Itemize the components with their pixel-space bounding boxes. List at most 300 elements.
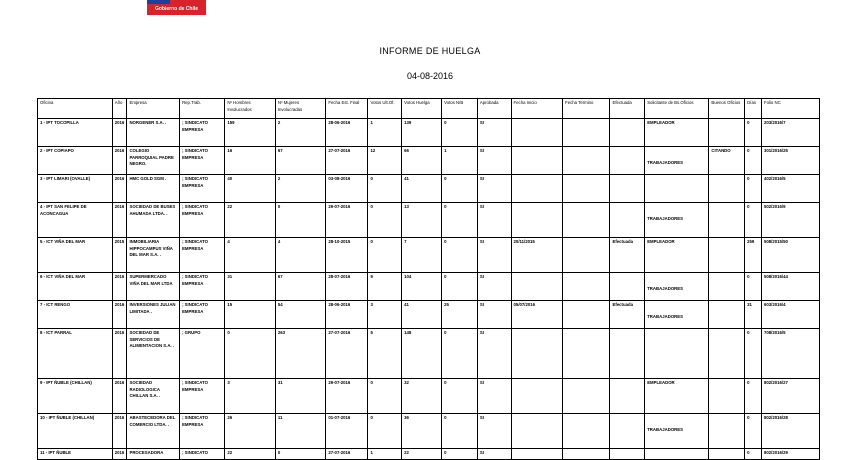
cell-text: 2016 <box>114 380 125 385</box>
cell-text: ; SINDICATO EMPRESA <box>182 204 208 216</box>
table-row <box>38 175 820 203</box>
table-cell <box>368 203 402 238</box>
table-cell <box>38 329 113 379</box>
cell-text: COLEGIO PARROQUIAL PADRE NEGRO. <box>129 148 174 166</box>
cell-text: 1 <box>444 148 447 153</box>
table-cell <box>442 379 478 414</box>
cell-text: ; SINDICATO EMPRESA <box>182 176 208 188</box>
table-cell <box>511 175 563 203</box>
table-cell <box>127 273 180 301</box>
cell-text: 0 <box>370 239 373 244</box>
table-cell <box>402 238 442 273</box>
cell-text: ; SINDICATO EMPRESA <box>182 380 208 392</box>
table-row <box>38 238 820 273</box>
cell-text: 15 <box>227 302 233 307</box>
column-header: Efectuada <box>610 99 645 119</box>
table-cell <box>180 203 225 238</box>
table-cell <box>402 175 442 203</box>
table-cell <box>511 414 563 449</box>
table-cell <box>225 449 276 460</box>
table-cell <box>610 119 645 147</box>
table-cell <box>442 147 478 175</box>
table-cell <box>368 238 402 273</box>
table-cell <box>326 414 368 449</box>
table-cell <box>225 379 276 414</box>
table-cell <box>563 119 610 147</box>
cell-text: 0 <box>444 204 447 209</box>
cell-text: 301/2016/25 <box>763 148 788 153</box>
cell-text: 27-07-2016 <box>328 148 351 153</box>
table-cell <box>112 147 127 175</box>
cell-text: 2016 <box>114 302 125 307</box>
column-header: Folio NC <box>761 99 819 119</box>
cell-text: 0 <box>444 120 447 125</box>
cell-text: SI <box>479 148 484 153</box>
cell-text: 0 <box>444 274 447 279</box>
cell-text: 2016 <box>114 176 125 181</box>
table-cell <box>38 301 113 329</box>
cell-text: 66 <box>404 148 409 153</box>
table-cell <box>402 414 442 449</box>
cell-text: 36 <box>404 415 409 420</box>
cell-text: 41 <box>404 302 409 307</box>
table-cell <box>645 203 709 238</box>
cell-text: 0 <box>370 380 373 385</box>
cell-text: 2015 <box>114 239 125 244</box>
cell-text: 1 <box>370 450 373 455</box>
table-cell <box>402 147 442 175</box>
table-body <box>38 119 820 460</box>
cell-text: 16 <box>227 148 233 153</box>
table-cell <box>477 119 511 147</box>
cell-text: 22 <box>227 450 233 455</box>
table-cell <box>180 329 225 379</box>
cell-text: CITANDO <box>711 148 731 153</box>
table-cell <box>610 273 645 301</box>
cell-text: 9 - IPT ÑUBLE (CHILLAN) <box>40 380 92 385</box>
cell-text: 26 <box>227 415 233 420</box>
table-cell <box>225 301 276 329</box>
cell-text: 2016 <box>114 148 125 153</box>
table-cell <box>112 414 127 449</box>
cell-text: SOCIEDAD DE SERVICIOS DE ALIMENTACION S.A. . <box>129 330 175 348</box>
table-cell <box>745 147 762 175</box>
column-header: Votos Huelga <box>402 99 442 119</box>
table-cell <box>368 449 402 460</box>
table-cell <box>368 379 402 414</box>
cell-text: EMPLEADOR <box>647 380 675 385</box>
table-cell <box>477 203 511 238</box>
table-cell <box>442 329 478 379</box>
table-cell <box>402 329 442 379</box>
table-cell <box>442 175 478 203</box>
table-cell <box>38 175 113 203</box>
table-cell <box>442 273 478 301</box>
cell-text: TRABAJADORES <box>647 286 683 291</box>
column-header: Rep.Trab. <box>180 99 225 119</box>
table-cell <box>225 238 276 273</box>
table-cell <box>275 238 326 273</box>
cell-text: 0 <box>444 380 447 385</box>
table-cell <box>761 238 819 273</box>
table-cell <box>112 119 127 147</box>
cell-text: NORGENER S.A. . <box>129 120 167 125</box>
table-header-row <box>38 99 820 119</box>
cell-text: 2016 <box>114 330 125 335</box>
cell-text: ; SINDICATO <box>182 450 208 455</box>
table-cell <box>275 273 326 301</box>
cell-text: 12 <box>370 148 376 153</box>
table-cell <box>275 414 326 449</box>
cell-text: SI <box>479 176 484 181</box>
cell-text: 0 <box>747 120 750 125</box>
cell-text: Efectuada <box>612 302 634 307</box>
column-header: Año <box>112 99 127 119</box>
table-cell <box>275 119 326 147</box>
table-cell <box>112 329 127 379</box>
table-cell <box>275 147 326 175</box>
table-cell <box>610 329 645 379</box>
cell-text: ; SINDICATO EMPRESA <box>182 415 208 427</box>
table-cell <box>610 449 645 460</box>
table-cell <box>563 238 610 273</box>
table-cell <box>112 301 127 329</box>
table-cell <box>761 119 819 147</box>
table-cell <box>563 175 610 203</box>
report-date: 04-08-2016 <box>406 71 454 81</box>
cell-text: 4 <box>277 239 281 244</box>
table-cell <box>368 329 402 379</box>
cell-text: 2 - IPT COPIAPO <box>40 148 74 153</box>
cell-text: 263 <box>277 330 285 335</box>
table-cell <box>180 379 225 414</box>
table-cell <box>442 449 478 460</box>
table-cell <box>180 301 225 329</box>
column-header: Fecha Inicio <box>511 99 563 119</box>
table-cell <box>368 175 402 203</box>
cell-text: 159 <box>227 120 235 125</box>
table-row <box>38 273 820 301</box>
table-cell <box>225 273 276 301</box>
cell-text: 1 <box>370 120 373 125</box>
table-cell <box>610 379 645 414</box>
cell-text: SI <box>479 415 484 420</box>
cell-text: 508/2015/50 <box>763 239 788 244</box>
cell-text: 0 <box>444 239 447 244</box>
table-cell <box>402 449 442 460</box>
cell-text: ; SINDICATO EMPRESA <box>182 148 208 160</box>
cell-text: ; GRUPO <box>182 330 201 335</box>
table-cell <box>761 273 819 301</box>
cell-text: 31 <box>227 274 233 279</box>
table-cell <box>225 414 276 449</box>
table-cell <box>745 301 762 329</box>
cell-text: 1 - IPT TOCOPILLA <box>40 120 79 125</box>
table-cell <box>38 238 113 273</box>
table-cell <box>477 379 511 414</box>
cell-text: 4 <box>227 239 230 244</box>
table-cell <box>127 449 180 460</box>
cell-text: 20/11/2015 <box>513 239 535 244</box>
table-cell <box>563 414 610 449</box>
table-cell <box>709 273 745 301</box>
table-cell <box>368 414 402 449</box>
table-cell <box>563 301 610 329</box>
table-cell <box>402 379 442 414</box>
table-cell <box>127 329 180 379</box>
column-header: Empresa <box>127 99 180 119</box>
cell-text: 9 <box>370 274 373 279</box>
table-cell <box>368 301 402 329</box>
table-cell <box>563 449 610 460</box>
cell-text: 0 <box>747 380 750 385</box>
table-cell <box>127 379 180 414</box>
table-cell <box>326 203 368 238</box>
table-cell <box>442 238 478 273</box>
table-cell <box>127 301 180 329</box>
cell-text: TRABAJADORES <box>647 216 683 221</box>
cell-text: Efectuada <box>612 239 634 244</box>
cell-text: 29-07-2016 <box>328 204 351 209</box>
table-cell <box>761 203 819 238</box>
cell-text: SI <box>479 204 484 209</box>
cell-text: 27-07-2016 <box>328 450 351 455</box>
table-cell <box>745 175 762 203</box>
table-cell <box>745 119 762 147</box>
cell-text: 8 - ICT PARRAL <box>40 330 72 335</box>
cell-text: SOCIEDAD DE BUSES AHUMADA LTDA. . <box>129 204 176 216</box>
cell-text: 603/2016/4 <box>763 302 786 307</box>
cell-text: 508/2016/44 <box>763 274 788 279</box>
table-cell <box>745 329 762 379</box>
column-header: Buenos Oficios <box>709 99 745 119</box>
table-cell <box>326 379 368 414</box>
cell-text: 0 <box>747 204 750 209</box>
table-cell <box>761 175 819 203</box>
gobierno-logo <box>147 0 206 15</box>
table-cell <box>112 175 127 203</box>
table-cell <box>610 147 645 175</box>
table-cell <box>275 301 326 329</box>
cell-text: 5 - ICT VIÑA DEL MAR <box>40 239 86 244</box>
cell-text: 22 <box>227 204 233 209</box>
table-cell <box>645 449 709 460</box>
table-cell <box>511 147 563 175</box>
table-cell <box>477 147 511 175</box>
table-cell <box>127 175 180 203</box>
table-cell <box>275 449 326 460</box>
table-cell <box>511 329 563 379</box>
table-cell <box>225 203 276 238</box>
table-cell <box>477 449 511 460</box>
cell-text: 3 <box>370 302 373 307</box>
table-cell <box>38 449 113 460</box>
table-cell <box>275 203 326 238</box>
table-cell <box>127 414 180 449</box>
table-cell <box>761 449 819 460</box>
cell-text: 203/2016/7 <box>763 120 786 125</box>
table-cell <box>761 379 819 414</box>
cell-text: ; SINDICATO EMPRESA <box>182 120 208 132</box>
table-cell <box>442 301 478 329</box>
table-cell <box>368 273 402 301</box>
table-cell <box>112 238 127 273</box>
table-cell <box>563 329 610 379</box>
table-cell <box>761 301 819 329</box>
cell-text: SOCIEDAD RADIOLOGICA CHILLAN S.A. . <box>129 380 161 398</box>
table-cell <box>112 203 127 238</box>
cell-text: 502/2016/9 <box>763 204 786 209</box>
cell-text: 0 <box>370 176 373 181</box>
table-row <box>38 329 820 379</box>
table-cell <box>326 329 368 379</box>
cell-text: 0 <box>747 274 750 279</box>
table-cell <box>709 119 745 147</box>
cell-text: INMOBILIARIA HIPPOCAMPUS VIÑA DEL MAR S.A. . <box>129 239 173 257</box>
table-cell <box>761 414 819 449</box>
table-cell <box>180 414 225 449</box>
cell-text: EMPLEADOR <box>647 120 675 125</box>
table-cell <box>368 119 402 147</box>
cell-text: 0 <box>444 330 447 335</box>
cell-text: 0 <box>747 148 750 153</box>
cell-text: 0 <box>747 330 750 335</box>
table-cell <box>511 273 563 301</box>
table-cell <box>127 238 180 273</box>
column-header: Oficina <box>38 99 113 119</box>
report-title: INFORME DE HUELGA <box>379 46 481 56</box>
table-cell <box>38 203 113 238</box>
cell-text: 54 <box>277 302 283 307</box>
table-cell <box>477 301 511 329</box>
table-cell <box>112 273 127 301</box>
cell-text: INVERSIONES JULIAN LIMITADA . <box>129 302 176 314</box>
table-cell <box>563 273 610 301</box>
table-cell <box>326 301 368 329</box>
table-cell <box>645 175 709 203</box>
table-cell <box>402 119 442 147</box>
table-cell <box>477 175 511 203</box>
column-header: Nº Mujeres Involucradas <box>275 99 326 119</box>
cell-text: HMC GOLD SGM . <box>129 176 167 181</box>
cell-text: 0 <box>747 176 750 181</box>
table-cell <box>180 147 225 175</box>
table-cell <box>38 119 113 147</box>
cell-text: 0 <box>370 415 373 420</box>
table-cell <box>127 203 180 238</box>
table-cell <box>610 238 645 273</box>
cell-text: 2 <box>277 120 281 125</box>
cell-text: 05/07/2016 <box>513 302 536 307</box>
cell-text: SUPERMERCADO VIÑA DEL MAR LTDA <box>129 274 173 286</box>
cell-text: 802/2016/29 <box>763 450 788 455</box>
cell-text: SI <box>479 120 484 125</box>
table-cell <box>112 379 127 414</box>
cell-text: 28-06-2016 <box>328 120 351 125</box>
cell-text: PROCESADORA <box>129 450 164 455</box>
table-cell <box>326 119 368 147</box>
cell-text: 31 <box>747 302 752 307</box>
table-row <box>38 414 820 449</box>
cell-text: 10 - IPT ÑUBLE (CHILLAN) <box>40 415 95 420</box>
table-cell <box>180 449 225 460</box>
table-cell <box>610 175 645 203</box>
table-cell <box>477 273 511 301</box>
table-cell <box>709 379 745 414</box>
cell-text: 802/2016/28 <box>763 415 788 420</box>
cell-text: 41 <box>404 176 409 181</box>
cell-text: 2016 <box>114 415 125 420</box>
cell-text: 7 - ICT RENGO <box>40 302 71 307</box>
table-cell <box>442 414 478 449</box>
table-row <box>38 379 820 414</box>
table-cell <box>709 175 745 203</box>
table-cell <box>112 449 127 460</box>
cell-text: ; SINDICATO EMPRESA <box>182 274 208 286</box>
table-cell <box>511 301 563 329</box>
table-cell <box>645 329 709 379</box>
cell-text: TRABAJADORES <box>647 427 683 432</box>
table-cell <box>477 238 511 273</box>
cell-text: ; SINDICATO EMPRESA <box>182 239 208 251</box>
table-cell <box>645 414 709 449</box>
strike-report-table <box>37 98 820 460</box>
cell-text: 67 <box>277 148 283 153</box>
table-cell <box>127 147 180 175</box>
table-cell <box>477 414 511 449</box>
cell-text: 402/2016/5 <box>763 176 786 181</box>
cell-text: 5 <box>370 330 373 335</box>
cell-text: 13 <box>404 204 409 209</box>
cell-text: 67 <box>277 274 283 279</box>
table-cell <box>180 273 225 301</box>
table-cell <box>38 414 113 449</box>
table-cell <box>402 301 442 329</box>
table-row <box>38 449 820 460</box>
column-header: Votos Ult.Of. <box>368 99 402 119</box>
cell-text: 31 <box>277 380 283 385</box>
cell-text: 2016 <box>114 120 125 125</box>
table-cell <box>761 147 819 175</box>
column-header: Fecha Termino <box>563 99 610 119</box>
table-cell <box>709 147 745 175</box>
column-header: Nº Hombres Involucrados <box>225 99 276 119</box>
table-row <box>38 203 820 238</box>
cell-text: 104 <box>404 274 412 279</box>
table-cell <box>745 449 762 460</box>
table-cell <box>645 119 709 147</box>
cell-text: SI <box>479 330 484 335</box>
table-cell <box>402 203 442 238</box>
table-cell <box>511 119 563 147</box>
cell-text: 0 <box>277 204 281 209</box>
column-header: Días <box>745 99 762 119</box>
table-row <box>38 301 820 329</box>
table-cell <box>477 329 511 379</box>
table-cell <box>326 175 368 203</box>
column-header: Fecha Est. Final <box>326 99 368 119</box>
table-cell <box>275 379 326 414</box>
table-cell <box>180 238 225 273</box>
logo-text: Gobierno de Chile <box>147 4 206 15</box>
column-header: Solicitante de Bs.Oficios <box>645 99 709 119</box>
table-cell <box>368 147 402 175</box>
cell-text: TRABAJADORES <box>647 314 683 319</box>
table-cell <box>563 147 610 175</box>
cell-text: 4 - IPT SAN FELIPE DE ACONCAGUA <box>40 204 87 216</box>
cell-text: 802/2016/27 <box>763 380 788 385</box>
cell-text: 40 <box>227 176 233 181</box>
